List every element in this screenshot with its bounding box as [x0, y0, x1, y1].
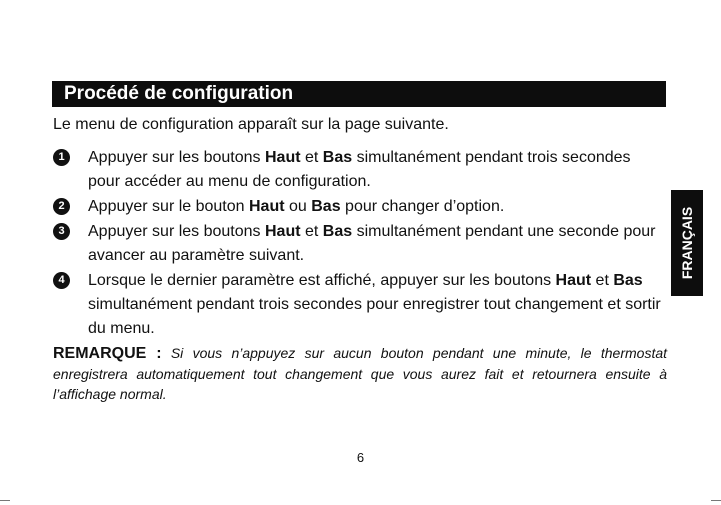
button-name: Bas [613, 272, 643, 289]
step-text-segment: Appuyer sur les boutons [88, 149, 265, 166]
steps-list [53, 146, 665, 342]
note-label: REMARQUE : [53, 345, 162, 362]
crop-mark-left [0, 500, 10, 501]
step-text [88, 149, 631, 190]
step-text-segment: Appuyer sur les boutons [88, 223, 265, 240]
button-name: Bas [322, 149, 353, 166]
step-text-segment: simultanément pendant trois secondes pour enregistrer tout changement et sortir du menu. [88, 296, 661, 337]
page-number: 6 [356, 450, 365, 465]
step-number-badge: 2 [53, 198, 70, 215]
step-text-segment: Appuyer sur le bouton [88, 198, 249, 215]
crop-mark-right [711, 500, 721, 501]
button-name: Bas [311, 198, 341, 215]
button-name: Haut [265, 223, 301, 240]
language-tab-label: FRANÇAIS [679, 206, 695, 280]
step-text-segment: Lorsque le dernier paramètre est affiché, appuyer sur les boutons [88, 272, 556, 289]
button-name: Haut [249, 198, 285, 215]
note-text: Si vous n’appuyez sur aucun bouton pendant une minute, le thermostat enregistrera automatiquement tout changement que vous aurez fait et retournera ensuite à l’affichage normal. [53, 345, 668, 402]
section-title: Procédé de configuration [52, 81, 666, 107]
step-text-segment: simultanément pendant trois secondes pour accéder au menu de configuration. [88, 149, 631, 190]
step-text-segment: ou [284, 198, 312, 215]
button-name: Haut [265, 149, 301, 166]
intro-text: Le menu de configuration apparaît sur la page suivante. [53, 116, 449, 133]
language-tab [671, 190, 703, 296]
step-item [53, 146, 665, 194]
step-text-segment: et [300, 149, 323, 166]
step-text [88, 198, 504, 215]
step-text-segment: et [300, 223, 323, 240]
step-text-segment: pour changer d’option. [340, 198, 505, 215]
step-number-badge: 4 [53, 272, 70, 289]
step-item [53, 195, 665, 219]
step-text [88, 272, 661, 337]
step-item [53, 269, 665, 341]
button-name: Bas [322, 223, 353, 240]
step-number-badge: 1 [53, 149, 70, 166]
step-text [88, 223, 655, 264]
step-number-badge: 3 [53, 223, 70, 240]
note-paragraph [53, 343, 667, 404]
step-item [53, 220, 665, 268]
step-text-segment: et [591, 272, 614, 289]
button-name: Haut [555, 272, 592, 289]
step-text-segment: simultanément pendant une seconde pour avancer au paramètre suivant. [88, 223, 656, 264]
